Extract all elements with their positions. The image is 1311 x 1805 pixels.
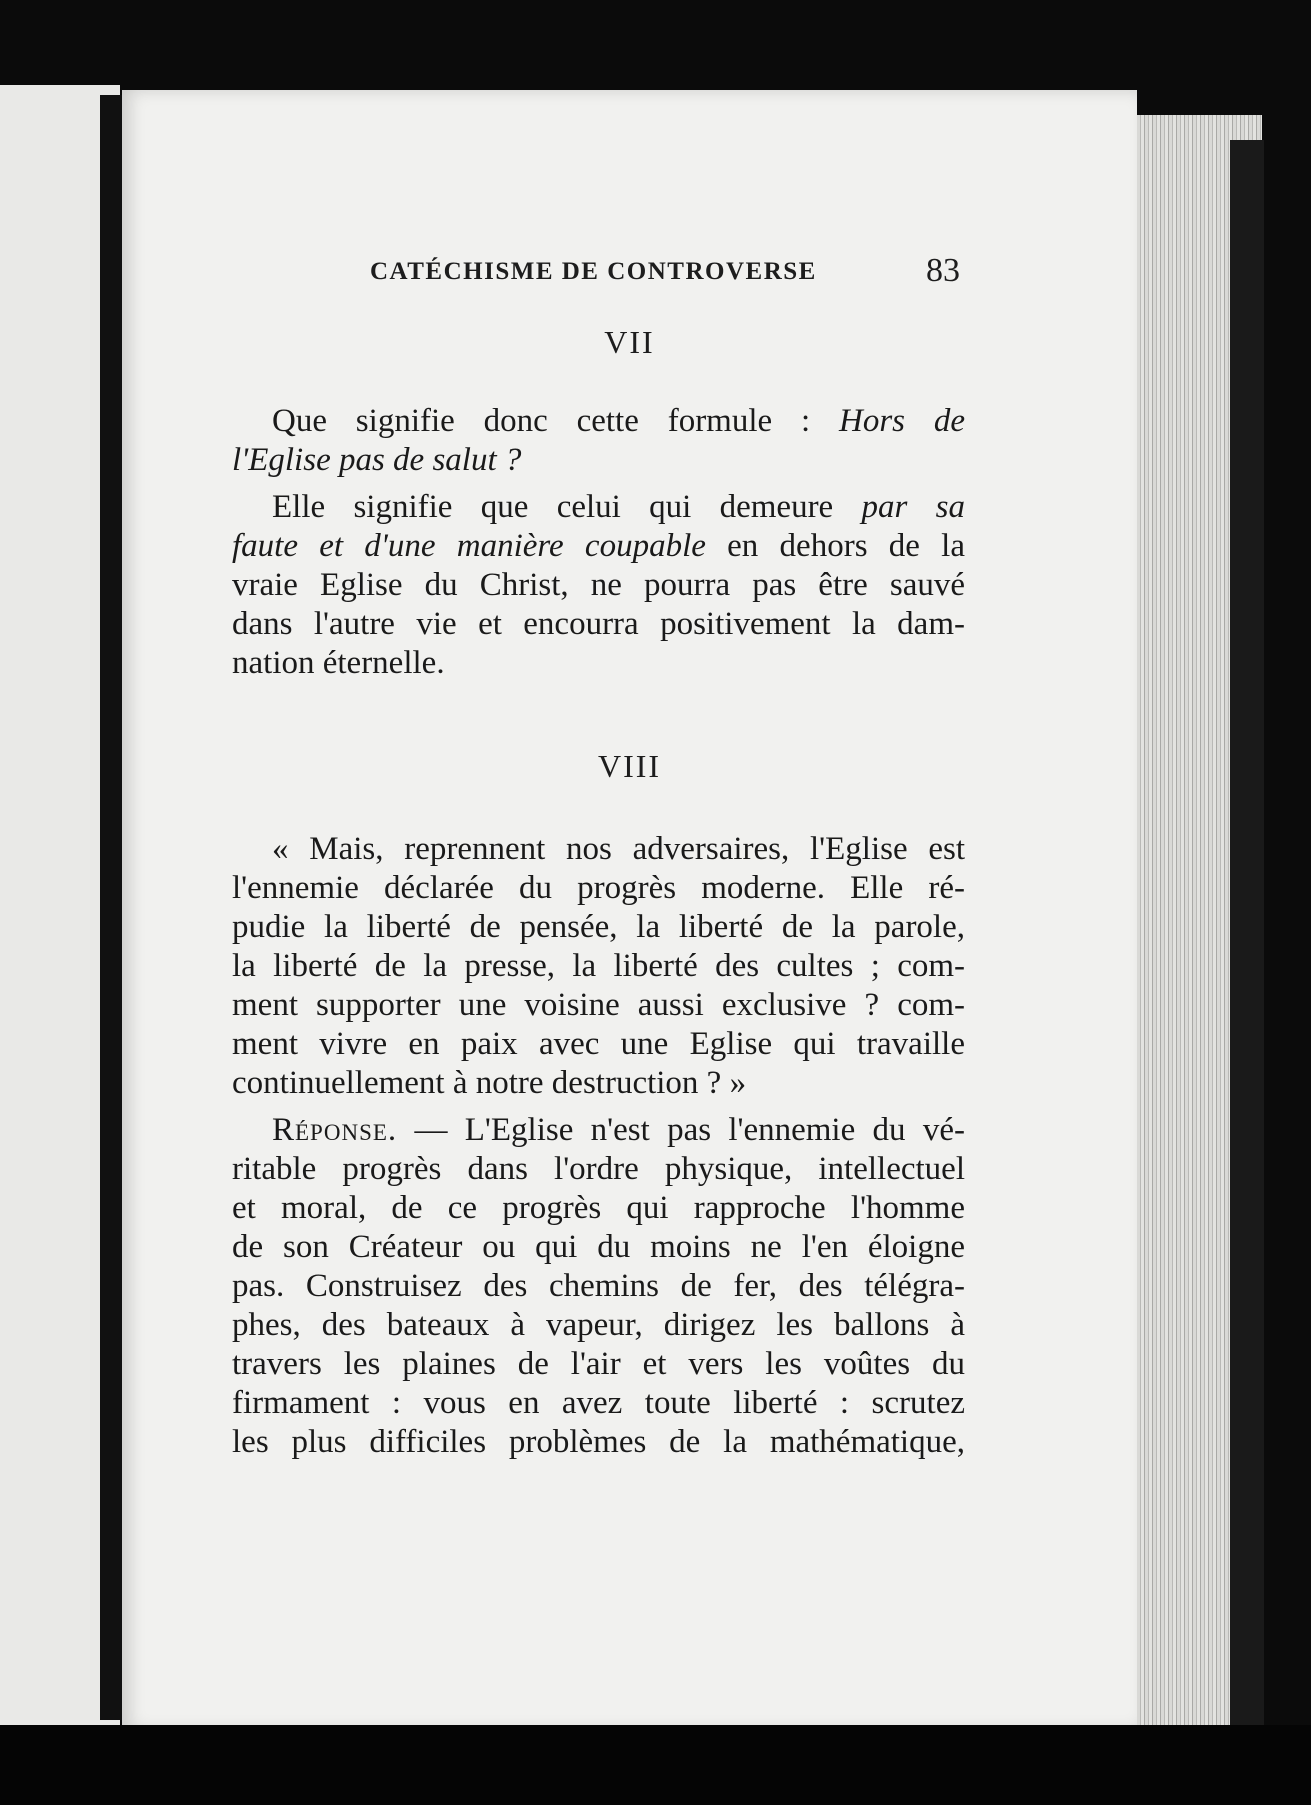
scan-bottom-margin <box>0 1725 1311 1805</box>
answer-line-3: vraie Eglise du Christ, ne pourra pas être sauvé <box>232 567 965 603</box>
section-viii-reply <box>232 1111 965 1462</box>
reply-line: phes, des bateaux à vapeur, dirigez les ballons à <box>232 1307 965 1343</box>
answer-line-5: nation éternelle. <box>232 645 445 681</box>
reply-label: Réponse. <box>272 1112 398 1148</box>
answer-line-4: dans l'autre vie et encourra positivement la dam- <box>232 606 965 642</box>
objection-line: ment supporter une voisine aussi exclusive ? com- <box>232 987 965 1023</box>
running-title: CATÉCHISME DE CONTROVERSE <box>370 258 817 285</box>
reply-line: travers les plaines de l'air et vers les voûtes du <box>232 1346 965 1382</box>
reply-line: pas. Construisez des chemins de fer, des télégra- <box>232 1268 965 1304</box>
page-number: 83 <box>926 252 960 289</box>
reply-line: de son Créateur ou qui du moins ne l'en éloigne <box>232 1229 965 1265</box>
answer-line-2: faute et d'une manière coupable en dehors de la <box>232 528 965 564</box>
section-vii-question <box>232 402 965 480</box>
reply-line: les plus difficiles problèmes de la mathématique, <box>232 1424 965 1460</box>
objection-line: ment vivre en paix avec une Eglise qui travaille <box>232 1026 965 1062</box>
question-line-1: Que signifie donc cette formule : Hors de <box>272 403 965 439</box>
objection-line: continuellement à notre destruction ? » <box>232 1065 747 1101</box>
section-heading-viii: VIII <box>597 748 662 784</box>
reply-line: et moral, de ce progrès qui rapproche l'homme <box>232 1190 965 1226</box>
reply-line: ritable progrès dans l'ordre physique, intellectuel <box>232 1151 965 1187</box>
objection-line: « Mais, reprennent nos adversaires, l'Eglise est <box>272 831 965 867</box>
section-heading-vii: VII <box>604 324 655 360</box>
answer-line-1: Elle signifie que celui qui demeure par sa <box>272 489 966 525</box>
objection-line: l'ennemie déclarée du progrès moderne. Elle ré- <box>232 870 965 906</box>
section-vii-answer <box>232 488 965 683</box>
objection-line: pudie la liberté de pensée, la liberté de la parole, <box>232 909 965 945</box>
question-line-2: l'Eglise pas de salut ? <box>232 442 522 478</box>
section-viii-objection <box>232 830 965 1103</box>
objection-line: la liberté de la presse, la liberté des cultes ; com- <box>232 948 965 984</box>
reply-line: Réponse. — L'Eglise n'est pas l'ennemie du vé- <box>272 1112 965 1148</box>
reply-line: firmament : vous en avez toute liberté : scrutez <box>232 1385 965 1421</box>
book-gutter <box>100 95 124 1720</box>
running-head <box>370 252 970 298</box>
book-cover-edge <box>1230 140 1264 1730</box>
